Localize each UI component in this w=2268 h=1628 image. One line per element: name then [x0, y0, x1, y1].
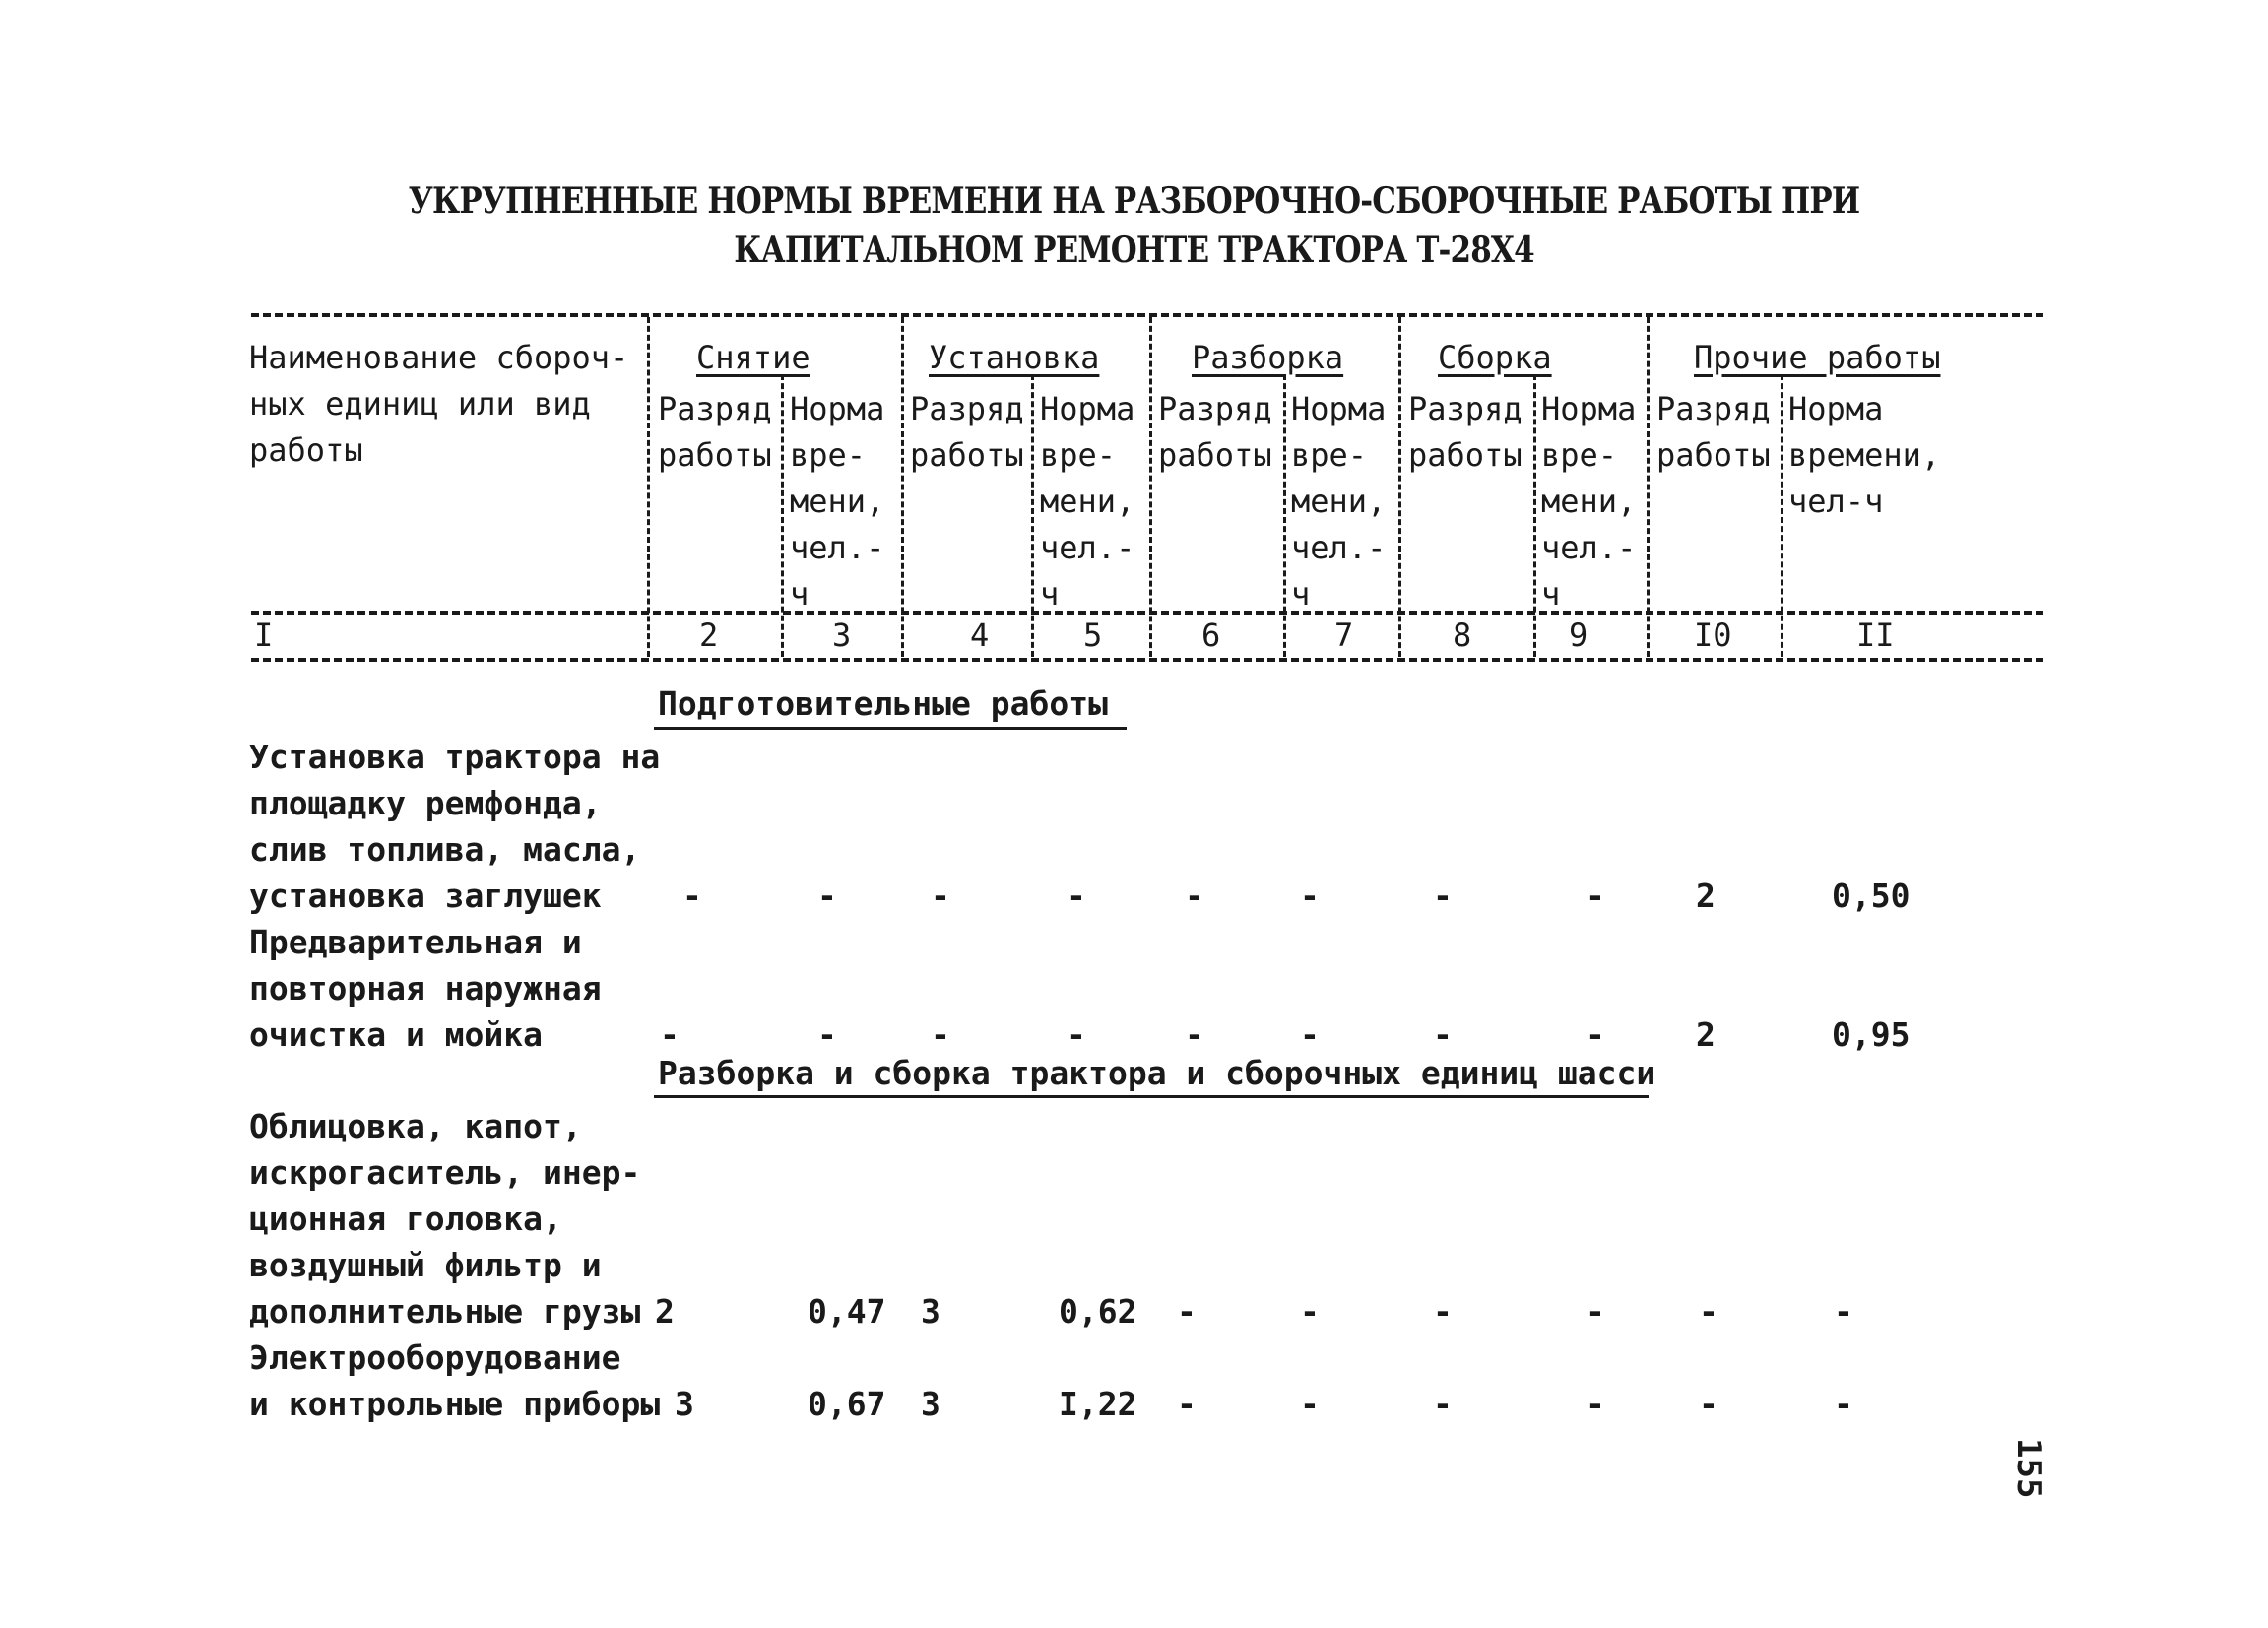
row-value: -: [931, 877, 950, 915]
subheader-grade: Разряд работы: [910, 390, 1024, 474]
row-value: -: [1300, 1292, 1320, 1331]
column-number: 4: [970, 617, 990, 654]
row-value: -: [1433, 1015, 1453, 1054]
col-separator: [1031, 374, 1034, 657]
row-value: 0,67: [808, 1385, 886, 1423]
row-value: 0,47: [808, 1292, 886, 1331]
row-value: -: [1699, 1292, 1718, 1331]
subheader-grade: Разряд работы: [658, 390, 772, 474]
row-value: 3: [675, 1385, 694, 1423]
subheader-grade: Разряд работы: [1408, 390, 1523, 474]
column-number: 8: [1453, 617, 1472, 654]
row-value: -: [1834, 1385, 1853, 1423]
document-title-line1: УКРУПНЕННЫЕ НОРМЫ ВРЕМЕНИ НА РАЗБОРОЧНО-СБОРОЧНЫЕ РАБОТЫ ПРИ: [408, 180, 1860, 222]
group-other-works: Прочие работы: [1694, 339, 1941, 376]
section-title: Разборка и сборка трактора и сборочных единиц шасси: [658, 1054, 1656, 1092]
row-value: -: [1300, 877, 1320, 915]
header-top-rule: [251, 313, 2043, 317]
col-separator: [1647, 317, 1650, 657]
col-separator: [1398, 317, 1401, 657]
row-value: 0,62: [1059, 1292, 1137, 1331]
section-title: Подготовительные работы: [658, 684, 1108, 723]
row-value: -: [1699, 1385, 1718, 1423]
row-value: I,22: [1059, 1385, 1137, 1423]
column-number: 9: [1569, 617, 1588, 654]
row-value: -: [1177, 1292, 1197, 1331]
page-number: 155: [2009, 1438, 2048, 1499]
row-value: 0,95: [1832, 1015, 1911, 1054]
row-name: Облицовка, капот, искрогаситель, инер- ционная головка, воздушный фильтр и дополнительные грузы: [249, 1107, 641, 1331]
col-separator: [1149, 317, 1152, 657]
row-value: -: [931, 1015, 950, 1054]
col-separator: [1533, 374, 1536, 657]
row-value: -: [1433, 877, 1453, 915]
row-value: 3: [921, 1385, 940, 1423]
row-value: -: [1185, 1015, 1204, 1054]
colnum-bottom-rule: [251, 658, 2043, 662]
row-value: 2: [1696, 1015, 1716, 1054]
header-bottom-rule: [251, 611, 2043, 615]
subheader-grade: Разряд работы: [1656, 390, 1771, 474]
column-number: 6: [1201, 617, 1221, 654]
row-name: Предварительная и повторная наружная очистка и мойка: [249, 923, 602, 1054]
column-number: I: [254, 617, 274, 654]
section-underline: [654, 727, 1127, 730]
row-value: -: [1586, 1385, 1605, 1423]
column-number: 5: [1083, 617, 1103, 654]
row-value: -: [682, 877, 702, 915]
col-separator: [781, 374, 784, 657]
col-separator: [647, 317, 650, 657]
group-removal: Снятие: [696, 339, 810, 376]
column-number: I0: [1694, 617, 1732, 654]
col-separator: [1781, 374, 1783, 657]
row-value: -: [1586, 1292, 1605, 1331]
row-value: -: [1177, 1385, 1197, 1423]
group-installation: Установка: [929, 339, 1100, 376]
row-value: -: [1300, 1385, 1320, 1423]
row-value: -: [817, 1015, 837, 1054]
row-name: Установка трактора на площадку ремфонда, слив топлива, масла, установка заглушек: [249, 738, 661, 915]
row-value: -: [1067, 877, 1086, 915]
subheader-norm: Норма вре- мени, чел.- ч: [1291, 390, 1387, 613]
row-value: -: [660, 1015, 680, 1054]
row-value: -: [1067, 1015, 1086, 1054]
row-value: 0,50: [1832, 877, 1911, 915]
row-value: 2: [655, 1292, 675, 1331]
row-value: -: [1586, 877, 1605, 915]
row-value: -: [817, 877, 837, 915]
subheader-norm: Норма вре- мени, чел.- ч: [1541, 390, 1637, 613]
row-value: -: [1185, 877, 1204, 915]
subheader-norm: Норма вре- мени, чел.- ч: [790, 390, 885, 613]
col-separator: [901, 317, 904, 657]
row-value: -: [1300, 1015, 1320, 1054]
column-number: 7: [1334, 617, 1354, 654]
row-value: -: [1586, 1015, 1605, 1054]
row-value: -: [1433, 1385, 1453, 1423]
col-separator: [1283, 374, 1286, 657]
subheader-norm: Норма времени, чел-ч: [1788, 390, 1941, 520]
row-value: 3: [921, 1292, 940, 1331]
column-number: 3: [832, 617, 852, 654]
section-underline: [654, 1095, 1649, 1098]
group-disassembly: Разборка: [1192, 339, 1344, 376]
column-number: 2: [699, 617, 719, 654]
subheader-grade: Разряд работы: [1158, 390, 1272, 474]
row-name: Электрооборудование и контрольные приборы: [249, 1338, 661, 1423]
header-name-column: Наименование сбороч- ных единиц или вид работы: [249, 339, 629, 469]
subheader-norm: Норма вре- мени, чел.- ч: [1040, 390, 1135, 613]
row-value: -: [1834, 1292, 1853, 1331]
group-assembly: Сборка: [1438, 339, 1552, 376]
column-number: II: [1856, 617, 1895, 654]
row-value: -: [1433, 1292, 1453, 1331]
row-value: 2: [1696, 877, 1716, 915]
document-title-line2: КАПИТАЛЬНОМ РЕМОНТЕ ТРАКТОРА Т-28Х4: [734, 229, 1534, 271]
